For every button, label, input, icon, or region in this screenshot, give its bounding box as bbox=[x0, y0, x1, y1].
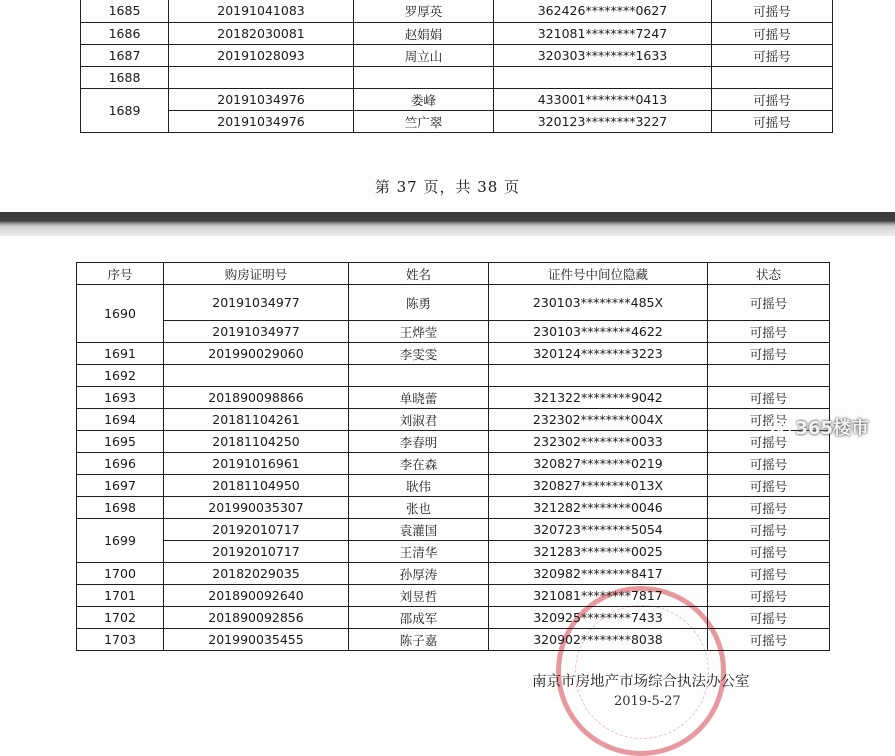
status-cell: 可摇号 bbox=[708, 387, 830, 409]
name-cell: 李春明 bbox=[349, 431, 489, 453]
cert-cell: 20191034976 bbox=[169, 111, 354, 133]
seq-cell: 1702 bbox=[77, 607, 164, 629]
status-cell: 可摇号 bbox=[712, 23, 833, 45]
table-row bbox=[77, 519, 830, 541]
name-cell: 陈勇 bbox=[349, 285, 489, 321]
name-cell: 罗厚英 bbox=[354, 0, 494, 23]
cert-cell: 20182029035 bbox=[164, 563, 349, 585]
seq-cell: 1689 bbox=[81, 89, 169, 133]
seq-cell: 1697 bbox=[77, 475, 164, 497]
cert-cell: 201990029060 bbox=[164, 343, 349, 365]
id-cell: 320925********7433 bbox=[489, 607, 708, 629]
cert-cell: 20191028093 bbox=[169, 45, 354, 67]
table-row bbox=[77, 365, 830, 387]
table-row bbox=[77, 475, 830, 497]
id-cell: 433001********0413 bbox=[494, 89, 712, 111]
id-cell: 320723********5054 bbox=[489, 519, 708, 541]
id-cell: 320827********0219 bbox=[489, 453, 708, 475]
header-name: 姓名 bbox=[349, 263, 489, 285]
name-cell: 李雯雯 bbox=[349, 343, 489, 365]
id-cell: 321081********7247 bbox=[494, 23, 712, 45]
cert-cell bbox=[169, 67, 354, 89]
name-cell: 单晓蕾 bbox=[349, 387, 489, 409]
id-cell: 320902********8038 bbox=[489, 629, 708, 651]
name-cell: 娄峰 bbox=[354, 89, 494, 111]
issuing-office: 南京市房地产市场综合执法办公室 bbox=[532, 674, 750, 690]
name-cell: 王烨莹 bbox=[349, 321, 489, 343]
header-id: 证件号中间位隐藏 bbox=[489, 263, 708, 285]
seq-cell: 1693 bbox=[77, 387, 164, 409]
header-cert: 购房证明号 bbox=[164, 263, 349, 285]
id-cell: 320123********3227 bbox=[494, 111, 712, 133]
status-cell: 可摇号 bbox=[708, 563, 830, 585]
page-divider bbox=[0, 212, 895, 236]
id-cell: 320982********8417 bbox=[489, 563, 708, 585]
seq-cell: 1685 bbox=[81, 0, 169, 23]
name-cell bbox=[349, 365, 489, 387]
watermark-text: 365楼市 bbox=[795, 418, 869, 439]
status-cell: 可摇号 bbox=[708, 629, 830, 651]
cert-cell: 201890092640 bbox=[164, 585, 349, 607]
status-cell: 可摇号 bbox=[708, 585, 830, 607]
table-row bbox=[81, 23, 833, 45]
cert-cell: 20181104261 bbox=[164, 409, 349, 431]
id-cell: 230103********4622 bbox=[489, 321, 708, 343]
seq-cell: 1701 bbox=[77, 585, 164, 607]
status-cell bbox=[708, 365, 830, 387]
seq-cell: 1699 bbox=[77, 519, 164, 563]
id-cell: 321081********7817 bbox=[489, 585, 708, 607]
name-cell: 邵成军 bbox=[349, 607, 489, 629]
status-cell: 可摇号 bbox=[708, 607, 830, 629]
status-cell: 可摇号 bbox=[708, 285, 830, 321]
cert-cell: 20191034977 bbox=[164, 321, 349, 343]
table-row bbox=[77, 321, 830, 343]
status-cell: 可摇号 bbox=[712, 0, 833, 23]
page-number-footer: 第 37 页，共 38 页 bbox=[374, 178, 521, 196]
cert-cell: 20182030081 bbox=[169, 23, 354, 45]
cert-cell: 20181104950 bbox=[164, 475, 349, 497]
document-page-37 bbox=[0, 0, 895, 212]
cert-cell: 201990035455 bbox=[164, 629, 349, 651]
status-cell: 可摇号 bbox=[708, 497, 830, 519]
cert-cell: 201890098866 bbox=[164, 387, 349, 409]
name-cell: 刘昱哲 bbox=[349, 585, 489, 607]
name-cell: 赵娟娟 bbox=[354, 23, 494, 45]
table-row bbox=[81, 0, 833, 23]
id-cell: 232302********004X bbox=[489, 409, 708, 431]
seq-cell: 1696 bbox=[77, 453, 164, 475]
cert-cell: 201990035307 bbox=[164, 497, 349, 519]
seq-cell: 1687 bbox=[81, 45, 169, 67]
name-cell: 耿伟 bbox=[349, 475, 489, 497]
seq-cell: 1695 bbox=[77, 431, 164, 453]
name-cell: 刘淑君 bbox=[349, 409, 489, 431]
status-cell: 可摇号 bbox=[712, 111, 833, 133]
table-row bbox=[77, 541, 830, 563]
table-row bbox=[77, 387, 830, 409]
table-header-row bbox=[77, 263, 830, 285]
id-cell: 321282********0046 bbox=[489, 497, 708, 519]
cert-cell: 20191034977 bbox=[164, 285, 349, 321]
table-row bbox=[81, 45, 833, 67]
seq-cell: 1692 bbox=[77, 365, 164, 387]
table-row bbox=[81, 89, 833, 111]
cert-cell bbox=[164, 365, 349, 387]
id-cell: 320827********013X bbox=[489, 475, 708, 497]
table-row bbox=[77, 409, 830, 431]
seq-cell: 1690 bbox=[77, 285, 164, 343]
name-cell bbox=[354, 67, 494, 89]
name-cell: 张也 bbox=[349, 497, 489, 519]
cert-cell: 20181104250 bbox=[164, 431, 349, 453]
name-cell: 陈子嘉 bbox=[349, 629, 489, 651]
header-seq: 序号 bbox=[77, 263, 164, 285]
table-row bbox=[77, 563, 830, 585]
table-row bbox=[77, 453, 830, 475]
id-cell: 321322********9042 bbox=[489, 387, 708, 409]
status-cell: 可摇号 bbox=[708, 541, 830, 563]
table-row bbox=[77, 629, 830, 651]
status-cell: 可摇号 bbox=[708, 431, 830, 453]
registration-table-page-38 bbox=[76, 262, 830, 651]
cert-cell: 20191041083 bbox=[169, 0, 354, 23]
table-row bbox=[81, 111, 833, 133]
document-page-38 bbox=[0, 236, 895, 709]
cert-cell: 20191016961 bbox=[164, 453, 349, 475]
status-cell: 可摇号 bbox=[708, 475, 830, 497]
table-row bbox=[77, 585, 830, 607]
id-cell: 320124********3223 bbox=[489, 343, 708, 365]
registration-table-page-37 bbox=[80, 0, 833, 133]
status-cell: 可摇号 bbox=[708, 453, 830, 475]
table-row bbox=[81, 67, 833, 89]
cert-cell: 20191034976 bbox=[169, 89, 354, 111]
status-cell: 可摇号 bbox=[708, 519, 830, 541]
name-cell: 孙厚涛 bbox=[349, 563, 489, 585]
status-cell bbox=[712, 67, 833, 89]
seq-cell: 1694 bbox=[77, 409, 164, 431]
table-row bbox=[77, 607, 830, 629]
table-row bbox=[77, 497, 830, 519]
name-cell: 袁灌国 bbox=[349, 519, 489, 541]
seq-cell: 1688 bbox=[81, 67, 169, 89]
table-row bbox=[77, 431, 830, 453]
header-status: 状态 bbox=[708, 263, 830, 285]
id-cell: 320303********1633 bbox=[494, 45, 712, 67]
id-cell: 321283********0025 bbox=[489, 541, 708, 563]
cert-cell: 20192010717 bbox=[164, 519, 349, 541]
name-cell: 王清华 bbox=[349, 541, 489, 563]
seq-cell: 1700 bbox=[77, 563, 164, 585]
status-cell: 可摇号 bbox=[712, 89, 833, 111]
seq-cell: 1691 bbox=[77, 343, 164, 365]
source-watermark bbox=[769, 414, 869, 440]
document-date: 2019-5-27 bbox=[614, 694, 681, 709]
chat-bubble-icon bbox=[769, 418, 791, 436]
status-cell: 可摇号 bbox=[712, 45, 833, 67]
name-cell: 竺广翠 bbox=[354, 111, 494, 133]
table-row bbox=[77, 343, 830, 365]
id-cell: 232302********0033 bbox=[489, 431, 708, 453]
table-row bbox=[77, 285, 830, 321]
seq-cell: 1703 bbox=[77, 629, 164, 651]
seq-cell: 1698 bbox=[77, 497, 164, 519]
name-cell: 周立山 bbox=[354, 45, 494, 67]
id-cell: 230103********485X bbox=[489, 285, 708, 321]
seq-cell: 1686 bbox=[81, 23, 169, 45]
status-cell: 可摇号 bbox=[708, 409, 830, 431]
id-cell bbox=[494, 67, 712, 89]
status-cell: 可摇号 bbox=[708, 343, 830, 365]
id-cell bbox=[489, 365, 708, 387]
name-cell: 李在森 bbox=[349, 453, 489, 475]
cert-cell: 20192010717 bbox=[164, 541, 349, 563]
cert-cell: 201890092856 bbox=[164, 607, 349, 629]
id-cell: 362426********0627 bbox=[494, 0, 712, 23]
status-cell: 可摇号 bbox=[708, 321, 830, 343]
